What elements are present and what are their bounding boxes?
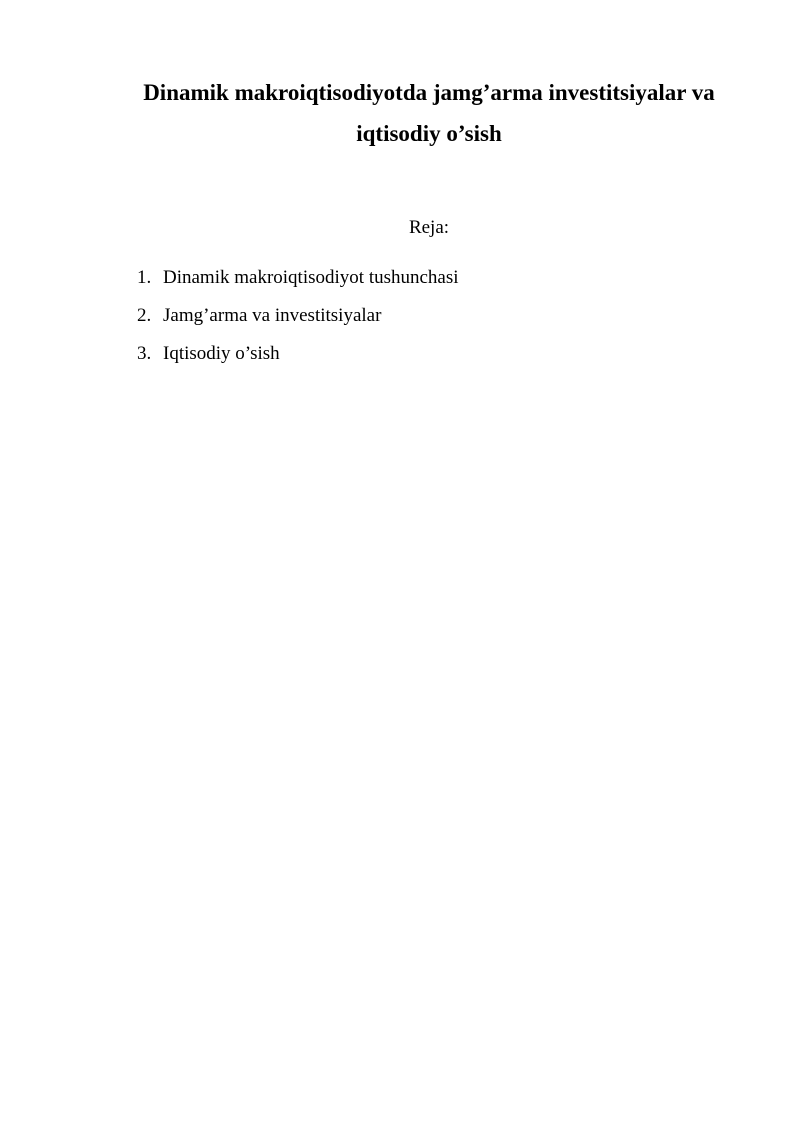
plan-item-number: 3. bbox=[137, 343, 152, 364]
plan-item-text: Iqtisodiy o’sish bbox=[163, 343, 280, 364]
document-title bbox=[128, 72, 730, 154]
document-title-line-2: iqtisodiy o’sish bbox=[356, 121, 502, 146]
document-title-line-1: Dinamik makroiqtisodiyotda jamg’arma investitsiyalar va bbox=[143, 80, 715, 105]
plan-item bbox=[137, 259, 459, 297]
plan-item bbox=[137, 335, 459, 373]
plan-item bbox=[137, 297, 459, 335]
plan-item-number: 2. bbox=[137, 305, 152, 326]
plan-item-text: Jamg’arma va investitsiyalar bbox=[163, 305, 382, 326]
plan-list bbox=[137, 259, 459, 373]
plan-item-text: Dinamik makroiqtisodiyot tushunchasi bbox=[163, 267, 459, 288]
plan-heading: Reja: bbox=[408, 217, 450, 238]
plan-item-number: 1. bbox=[137, 267, 152, 288]
